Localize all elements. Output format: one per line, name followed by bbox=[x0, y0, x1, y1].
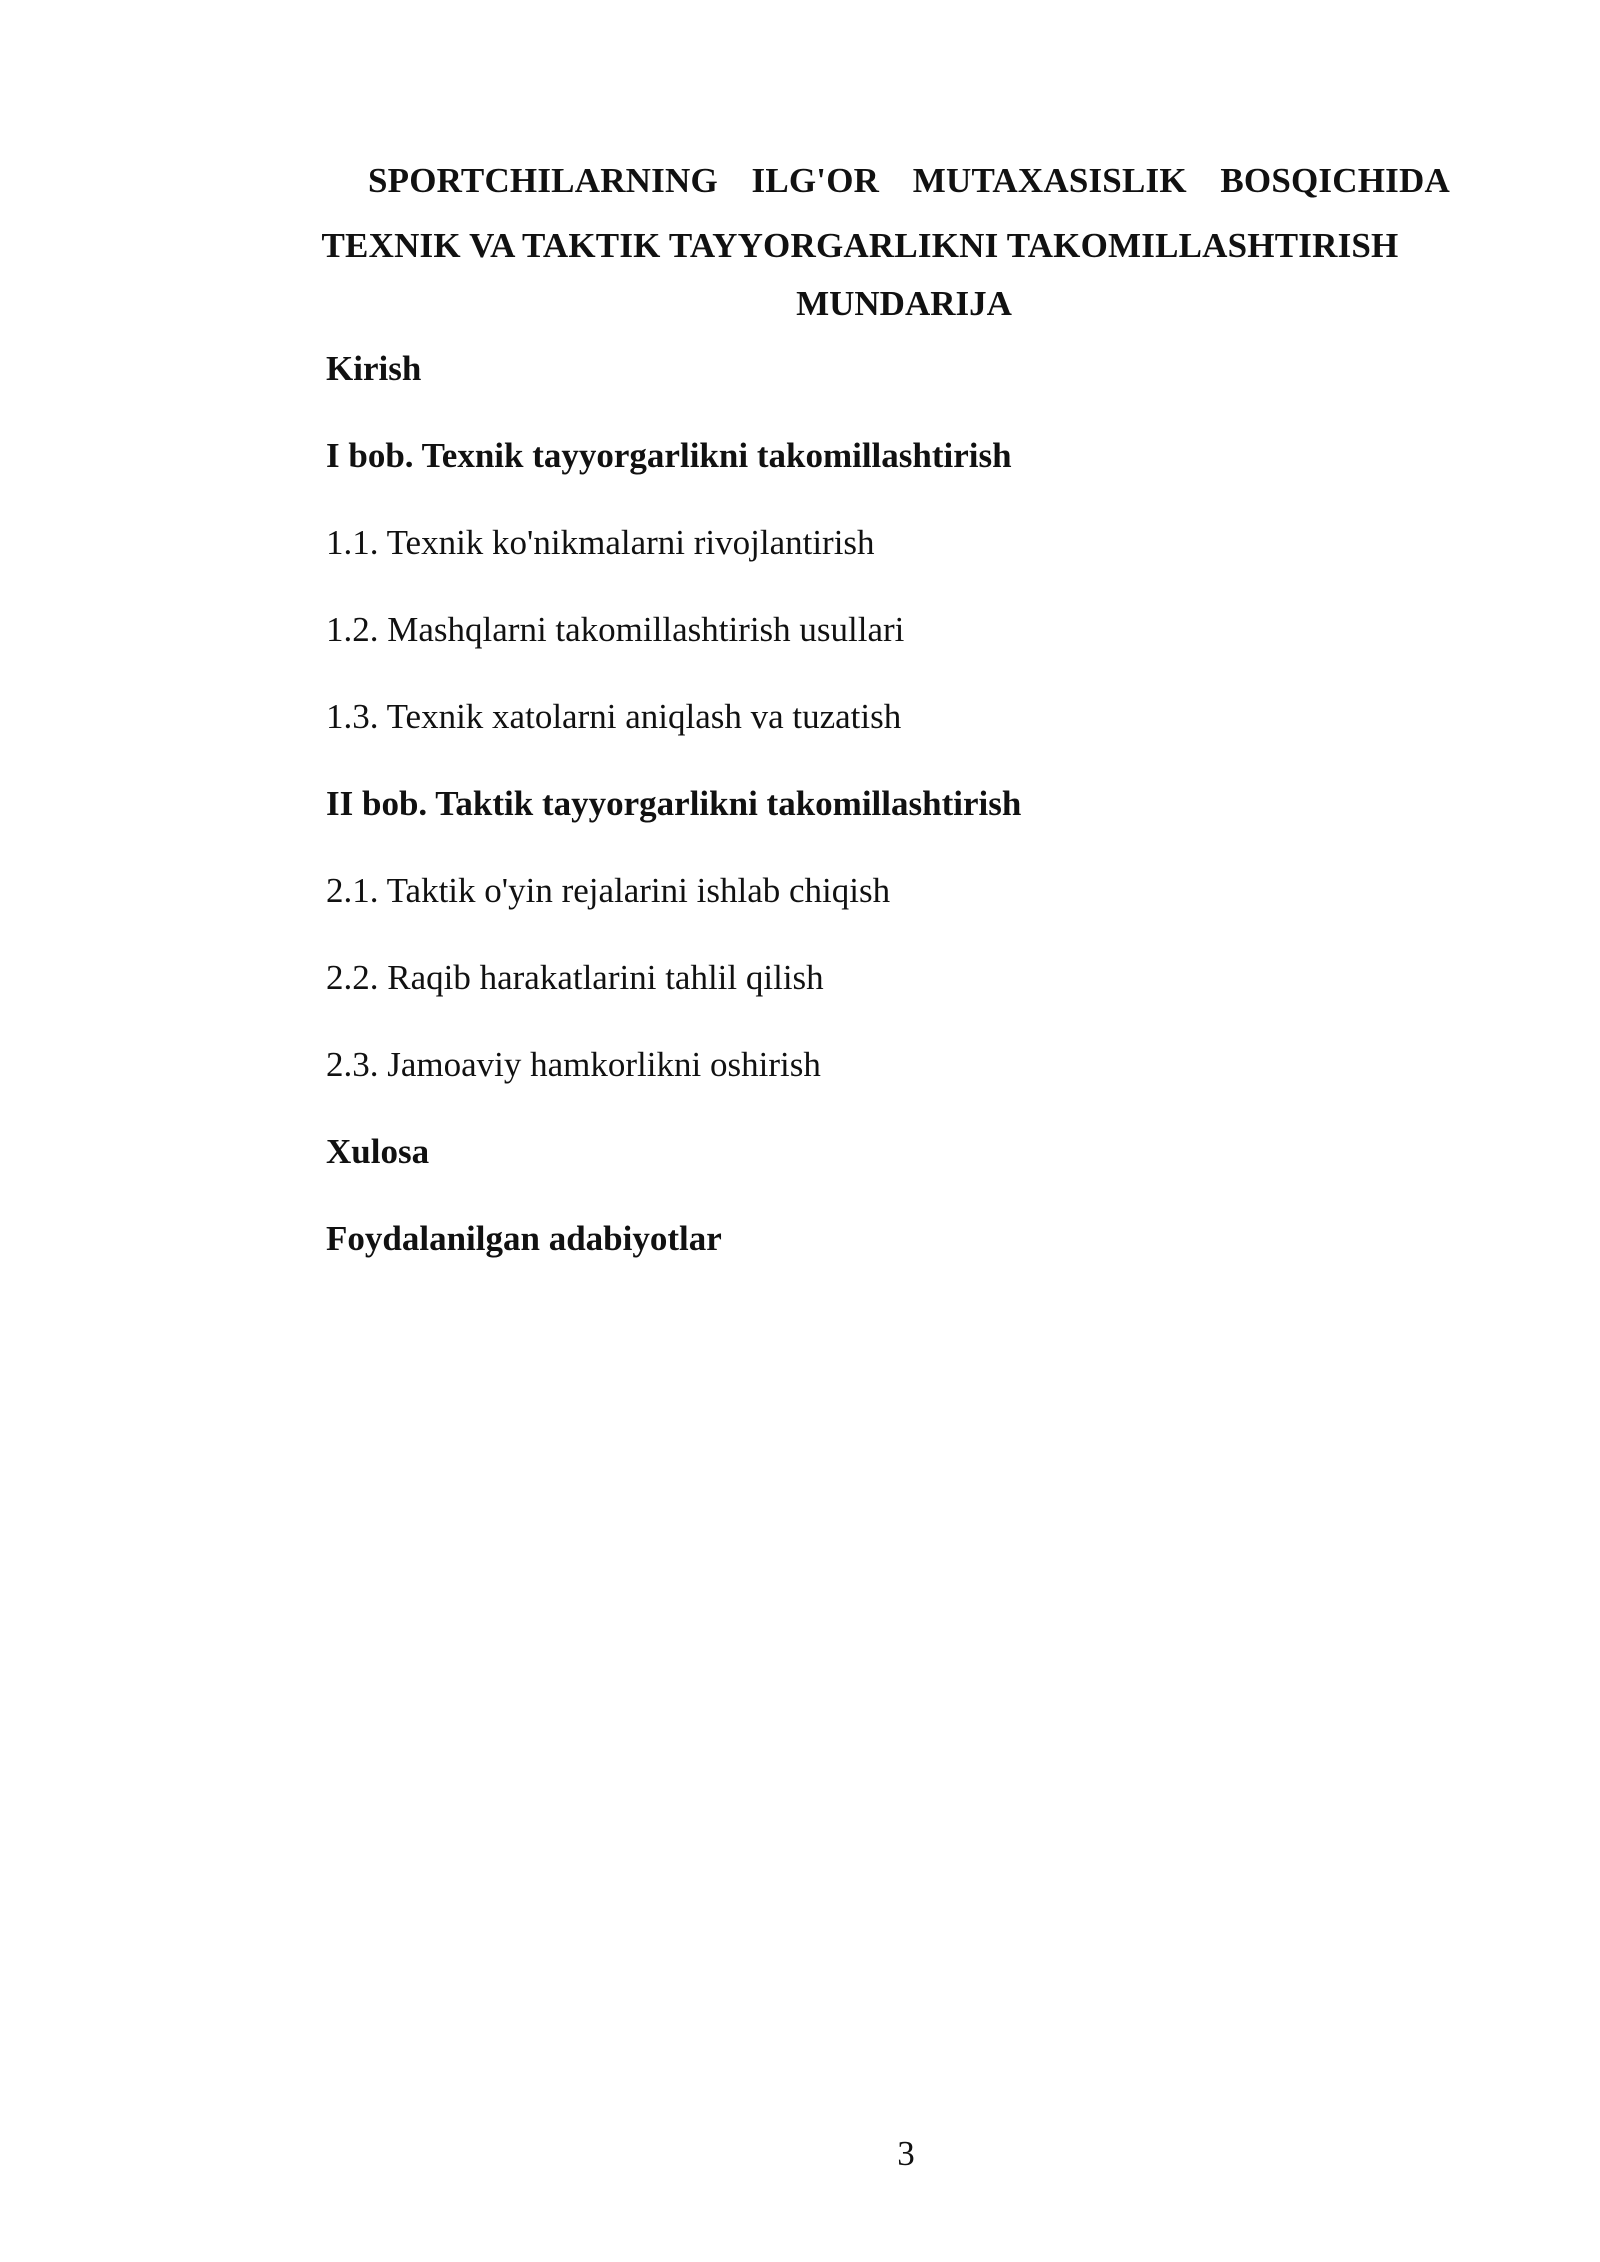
document-title bbox=[272, 148, 1448, 278]
toc-heading: MUNDARIJA bbox=[796, 284, 1012, 323]
table-of-contents bbox=[326, 343, 1021, 1300]
toc-item-xulosa: Xulosa bbox=[326, 1132, 430, 1171]
toc-item-2-1: 2.1. Taktik o'yin rejalarini ishlab chiqish bbox=[326, 871, 891, 910]
toc-item-chapter-1: I bob. Texnik tayyorgarlikni takomillashtirish bbox=[326, 436, 1012, 475]
page-number: 3 bbox=[897, 2134, 915, 2173]
toc-item-references: Foydalanilgan adabiyotlar bbox=[326, 1219, 722, 1258]
toc-item-2-3: 2.3. Jamoaviy hamkorlikni oshirish bbox=[326, 1045, 821, 1084]
toc-item-1-2: 1.2. Mashqlarni takomillashtirish usullari bbox=[326, 610, 905, 649]
toc-item-2-2: 2.2. Raqib harakatlarini tahlil qilish bbox=[326, 958, 824, 997]
title-line-2: TEXNIK VA TAKTIK TAYYORGARLIKNI TAKOMILLASHTIRISH bbox=[321, 226, 1399, 265]
toc-item-1-1: 1.1. Texnik ko'nikmalarni rivojlantirish bbox=[326, 523, 875, 562]
title-line-1: SPORTCHILARNING ILG'OR MUTAXASISLIK BOSQICHIDA bbox=[368, 161, 1448, 200]
toc-item-1-3: 1.3. Texnik xatolarni aniqlash va tuzatish bbox=[326, 697, 902, 736]
toc-item-kirish: Kirish bbox=[326, 349, 422, 388]
toc-item-chapter-2: II bob. Taktik tayyorgarlikni takomillashtirish bbox=[326, 784, 1022, 823]
